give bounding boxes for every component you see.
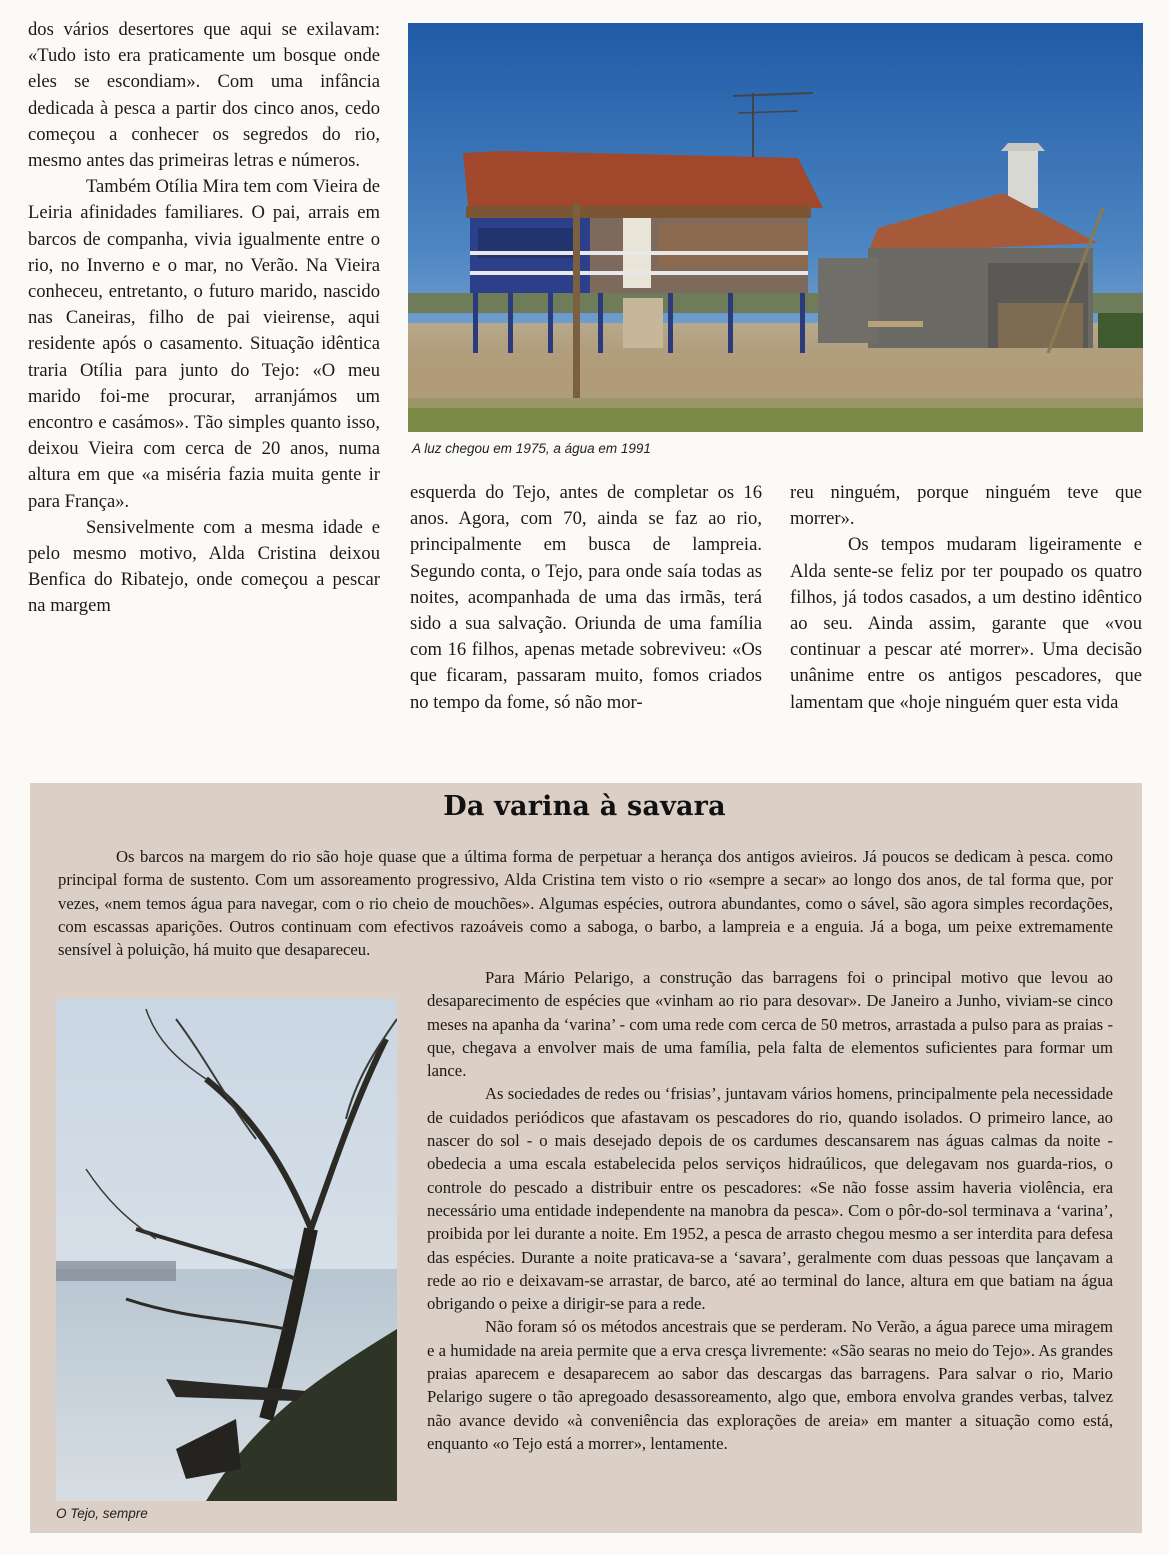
sidebar-main-text: [427, 966, 1113, 1455]
paragraph: Os barcos na margem do rio são hoje quase que a última forma de perpetuar a herança dos antigos avieiros. Já poucos se dedicam à pesca. como principal forma de sustento. Com um assoreamento progressivo, Alda Cristina tem visto o rio «sempre a secar» ao longo dos anos, de tal forma que, por vezes, «nem temos água para navegar, com o rio cheio de mouchões». Algumas espécies, outrora abundantes, como o sável, são agora simples recordações, com escassas aparições. Outros continuam com efectivos razoáveis como a saboga, o barbo, a lampreia e a enguia. Já a boga, um peixe extremamente sensível à poluição, há muito que desapareceu.: [58, 847, 1113, 960]
paragraph: Também Otília Mira tem com Vieira de Leiria afinidades familiares. O pai, arrais em barcos de companha, vivia igualmente entre o rio, no Inverno e o mar, no Verão. Na Vieira conheceu, entretanto, o futuro marido, nascido nas Caneiras, filho de pai vieirense, aqui residente após o casamento. Situação idêntica traria Otília para junto do Tejo: «O meu marido foi-me procurar, arranjámos um encontro e casámos». Tão simples quanto isso, deixou Vieira com cerca de 20 anos, numa altura em que «a miséria fazia muita gente ir para França».: [28, 176, 380, 512]
house-photo-caption: A luz chegou em 1975, a água em 1991: [412, 441, 651, 456]
paragraph: dos vários desertores que aqui se exilavam: «Tudo isto era praticamente um bosque onde eles se escondiam». Com uma infância dedicada à pesca a partir dos cinco anos, cedo começou a conhecer os segredos do rio, mesmo antes das primeiras letras e números.: [28, 19, 380, 172]
right-column: [790, 480, 1142, 716]
tree-photo-caption: O Tejo, sempre: [56, 1506, 148, 1521]
middle-column: [410, 480, 762, 716]
paragraph: reu ninguém, porque ninguém teve que morrer».: [790, 482, 1142, 530]
paragraph: Não foram só os métodos ancestrais que se perderam. No Verão, a água parece uma miragem e a humidade na areia permite que a erva cresça livremente: «São searas no meio do Tejo». As grandes praias aparecem e desaparecem ao sabor das descargas das barragens. Para salvar o rio, Mario Pelarigo sugere o tão apregoado desassoreamento, algo que, embora envolva grandes verbas, talvez não avance devido «à conveniência das explorações de areia» em manter a situação como está, enquanto «o Tejo está a morrer», lentamente.: [427, 1317, 1113, 1453]
paragraph: Sensivelmente com a mesma idade e pelo mesmo motivo, Alda Cristina deixou Benfica do Ribatejo, onde começou a pescar na margem: [28, 516, 380, 617]
sidebar-intro-text: [58, 845, 1113, 961]
sidebar-title: Da varina à savara: [443, 791, 726, 822]
tree-photo: [56, 999, 397, 1501]
house-photo: [408, 23, 1143, 432]
left-column: [28, 17, 380, 620]
paragraph: As sociedades de redes ou ‘frisias’, juntavam vários homens, principalmente pela necessidade de cuidados periódicos que afastavam os pescadores do rio, quando isolados. O primeiro lance, ao nascer do sol - o mais desejado depois de os cardumes descansarem nas águas calmas da noite - obedecia a uma escala estabelecida pelos serviços hidraúlicos, que delegavam nos guarda-rios, o controle do pescado a distribuir entre os pescadores: «Se não fosse assim haveria violência, era necessário uma entidade independente na manobra da pesca». Com o pôr-do-sol terminava a ‘varina’, proibida por lei durante a noite. Em 1952, a pesca de arrasto chegou mesmo a ser interdita para defesa das espécies. Durante a noite praticava-se a ‘savara’, geralmente com duas pessoas que lançavam a rede ao rio e deixavam-se arrastar, de barco, até ao terminal do lance, altura em que batiam na água obrigando o peixe a dirigir-se para a rede.: [427, 1084, 1113, 1314]
paragraph: Para Mário Pelarigo, a construção das barragens foi o principal motivo que levou ao desaparecimento de espécies que «vinham ao rio para desovar». De Janeiro a Junho, viviam-se cinco meses na apanha da ‘varina’ - com uma rede com cerca de 50 metros, arrastada a pulso para as praias - que, chegava a envolver mais de uma família, pela falta de elementos suficientes para formar um lance.: [427, 968, 1113, 1081]
paragraph: esquerda do Tejo, antes de completar os 16 anos. Agora, com 70, ainda se faz ao rio, principalmente em busca de lampreia. Segundo conta, o Tejo, para onde saía todas as noites, acompanhada de uma das irmãs, terá sido a sua salvação. Oriunda de uma família com 16 filhos, apenas metade sobreviveu: «Os que ficaram, passaram muito, fomos criados no tempo da fome, só não mor-: [410, 482, 762, 713]
paragraph: Os tempos mudaram ligeiramente e Alda sente-se feliz por ter poupado os quatro filhos, já todos casados, a um destino idêntico ao seu. Ainda assim, garante que «vou continuar a pescar até morrer». Uma decisão unânime entre os antigos pescadores, que lamentam que «hoje ninguém quer esta vida: [790, 534, 1142, 713]
